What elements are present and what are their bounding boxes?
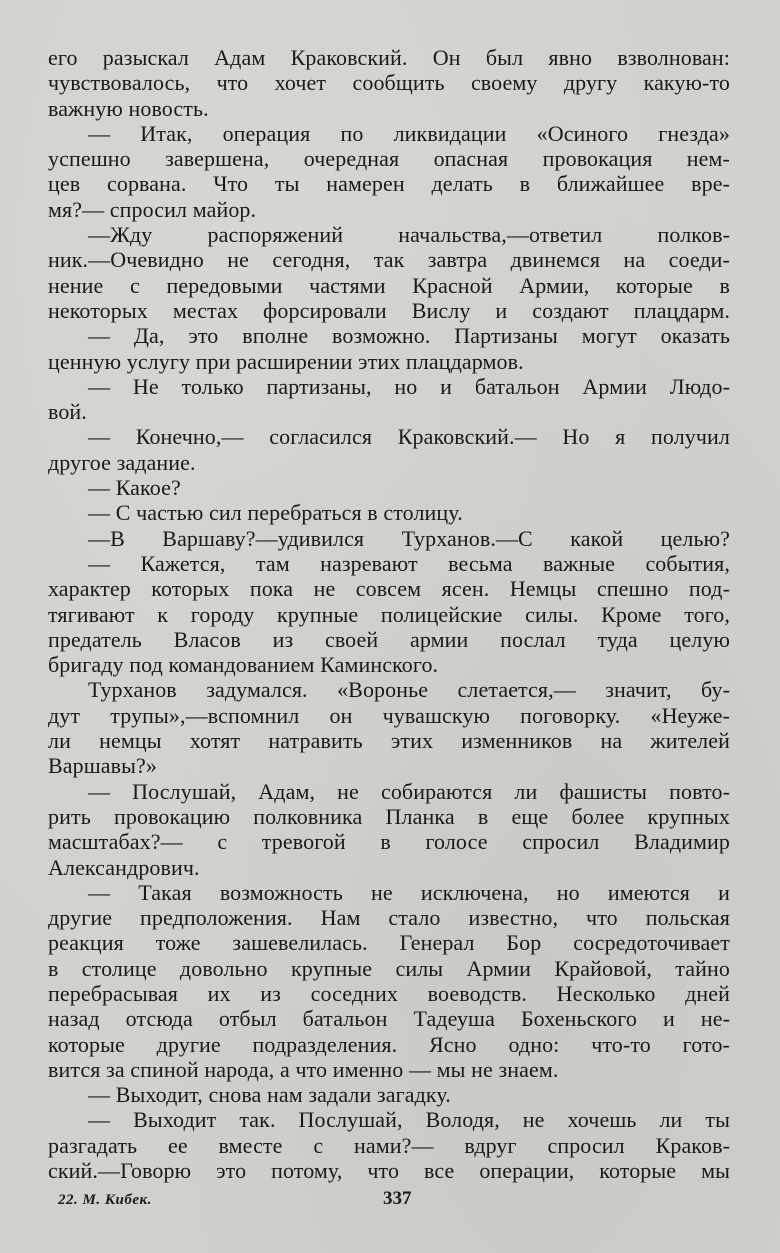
text-line: Александрович. xyxy=(48,854,200,880)
text-line: —Жду распоряжений начальства,—ответил полков- xyxy=(88,222,730,248)
text-line: цев сорвана. Что ты намерен делать в ближайшее вре- xyxy=(48,171,730,197)
text-line: успешно завершена, очередная опасная провокация нем- xyxy=(48,146,730,172)
text-line: мя?— спросил майор. xyxy=(48,196,257,222)
text-line: Турханов задумался. «Воронье слетается,— значит, бу- xyxy=(88,677,730,703)
text-line: вой. xyxy=(48,399,87,425)
text-line: которые другие подразделения. Ясно одно: что-то гото- xyxy=(48,1031,730,1057)
text-line: предатель Власов из своей армии послал туда целую xyxy=(48,626,730,652)
text-line: в столице довольно крупные силы Армии Крайовой, тайно xyxy=(48,955,730,981)
text-line: ли немцы хотят натравить этих изменников на жителей xyxy=(48,728,730,754)
text-line: чувствовалось, что хочет сообщить своему другу какую-то xyxy=(48,70,730,96)
text-line: Варшавы?» xyxy=(48,753,157,779)
text-line: характер которых пока не совсем ясен. Немцы спешно под- xyxy=(48,576,730,602)
body-text xyxy=(48,45,730,1183)
text-line: — Послушай, Адам, не собираются ли фашисты повто- xyxy=(88,778,730,804)
text-line: ценную услугу при расширении этих плацдармов. xyxy=(48,348,524,374)
text-line: дут трупы»,—вспомнил он чувашскую поговорку. «Неуже- xyxy=(48,702,730,728)
text-line: рить провокацию полковника Планка в еще более крупных xyxy=(48,803,730,829)
text-line: — Выходит так. Послушай, Володя, не хочешь ли ты xyxy=(88,1107,730,1133)
text-line: — Такая возможность не исключена, но имеются и xyxy=(88,879,730,905)
text-line: — Конечно,— согласился Краковский.— Но я получил xyxy=(88,424,730,450)
text-line: нение с передовыми частями Красной Армии, которые в xyxy=(48,272,730,298)
text-line: реакция тоже зашевелилась. Генерал Бор сосредоточивает xyxy=(48,930,730,956)
text-line: его разыскал Адам Краковский. Он был явно взволнован: xyxy=(48,45,730,70)
page-number: 337 xyxy=(383,1188,412,1209)
text-line: другое задание. xyxy=(48,449,196,475)
text-line: ский.—Говорю это потому, что все операции, которые мы xyxy=(48,1158,730,1184)
text-line: перебрасывая их из соседних воеводств. Несколько дней xyxy=(48,980,730,1006)
text-line: бригаду под командованием Каминского. xyxy=(48,652,439,678)
text-line: масштабах?— с тревогой в голосе спросил Владимир xyxy=(48,829,730,855)
printer-signature: 22. М. Кибек. xyxy=(58,1192,152,1208)
text-line: — С частью сил перебраться в столицу. xyxy=(88,500,463,526)
text-line: — Какое? xyxy=(88,475,181,501)
page-footer xyxy=(48,1188,730,1218)
text-line: назад отсюда отбыл батальон Тадеуша Бохеньского и не- xyxy=(48,1006,730,1032)
text-line: тягивают к городу крупные полицейские силы. Кроме того, xyxy=(48,601,730,627)
text-line: — Не только партизаны, но и батальон Армии Людо- xyxy=(88,373,730,399)
text-line: — Да, это вполне возможно. Партизаны могут оказать xyxy=(88,323,730,349)
text-line: некоторых местах форсировали Вислу и создают плацдарм. xyxy=(48,297,730,323)
text-line: другие предположения. Нам стало известно, что польская xyxy=(48,905,730,931)
text-line: — Выходит, снова нам задали загадку. xyxy=(88,1082,451,1108)
text-line: важную новость. xyxy=(48,95,209,121)
text-line: — Кажется, там назревают весьма важные события, xyxy=(88,550,730,576)
text-line: —В Варшаву?—удивился Турханов.—С какой целью? xyxy=(88,525,730,551)
text-line: — Итак, операция по ликвидации «Осиного гнезда» xyxy=(88,120,730,146)
text-line: разгадать ее вместе с нами?— вдруг спросил Краков- xyxy=(48,1132,730,1158)
text-line: ник.—Очевидно не сегодня, так завтра двинемся на соеди- xyxy=(48,247,730,273)
text-line: вится за спиной народа, а что именно — мы не знаем. xyxy=(48,1056,559,1082)
